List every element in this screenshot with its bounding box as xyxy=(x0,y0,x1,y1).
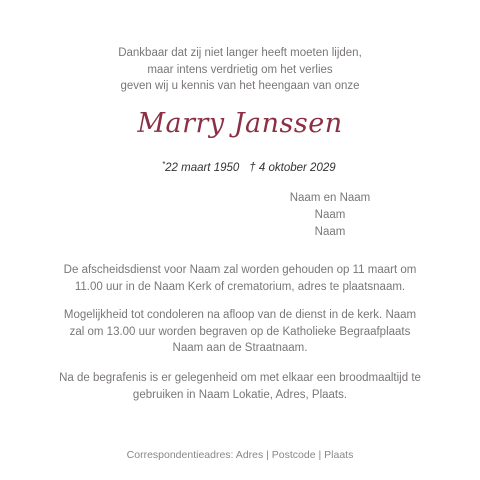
family-names xyxy=(280,190,380,241)
life-dates xyxy=(162,160,336,174)
paragraph-line: 11.00 uur in de Naam Kerk of crematorium, adres te plaatsnaam. xyxy=(74,280,406,293)
intro-line: maar intens verdrietig om het verlies xyxy=(147,63,333,76)
deceased-name: Marry Janssen xyxy=(137,108,343,139)
family-name: Naam en Naam xyxy=(289,192,371,204)
paragraph-line: zal om 13.00 uur worden begraven op de Katholieke Begraafplaats xyxy=(69,325,411,338)
reception-paragraph xyxy=(40,370,440,403)
intro-line: geven wij u kennis van het heengaan van onze xyxy=(120,80,360,92)
paragraph-line: Naam aan de Straatnaam. xyxy=(172,342,308,354)
intro-line: Dankbaar dat zij niet langer heeft moeten lijden, xyxy=(118,47,362,59)
condolence-paragraph xyxy=(40,307,440,357)
paragraph-line: gebruiken in Naam Lokatie, Adres, Plaats. xyxy=(132,388,348,401)
family-name: Naam xyxy=(314,209,346,221)
paragraph-line: Mogelijkheid tot condoleren na afloop van de dienst in de kerk. Naam xyxy=(63,309,417,321)
service-paragraph xyxy=(40,262,440,295)
birth-symbol: * xyxy=(162,160,166,169)
death-symbol: † xyxy=(249,162,256,174)
birth-date: 22 maart 1950 xyxy=(165,162,240,174)
correspondence-address: Correspondentieadres: Adres | Postcode | Plaats xyxy=(126,449,354,461)
paragraph-line: Na de begrafenis is er gelegenheid om met elkaar een broodmaaltijd te xyxy=(59,372,421,384)
paragraph-line: De afscheidsdienst voor Naam zal worden gehouden op 11 maart om xyxy=(63,264,417,276)
death-date: 4 oktober 2029 xyxy=(258,162,336,174)
family-name: Naam xyxy=(314,226,346,238)
intro-text xyxy=(40,45,440,95)
